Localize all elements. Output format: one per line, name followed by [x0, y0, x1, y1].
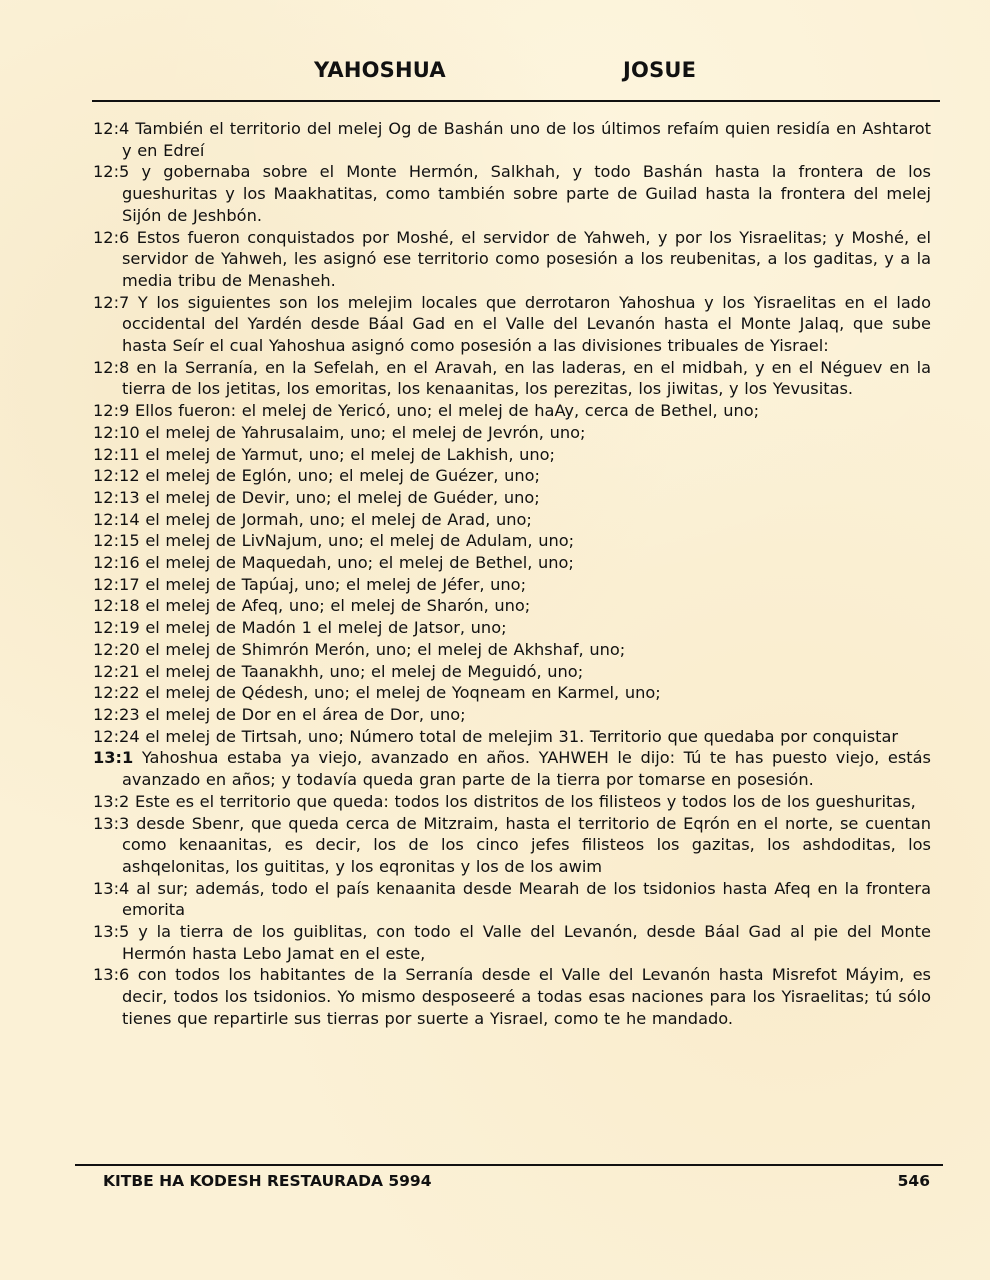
running-head-right: JOSUE: [623, 58, 697, 82]
verse-12-17: [93, 574, 931, 596]
verse-ref: 12:13: [93, 487, 140, 507]
verse-text: el melej de Jormah, uno; el melej de Arad, uno;: [145, 509, 532, 529]
verse-12-4: [93, 118, 931, 161]
verse-12-5: [93, 161, 931, 226]
verse-12-20: [93, 639, 931, 661]
verse-12-13: [93, 487, 931, 509]
footer-rule: [75, 1164, 943, 1166]
verse-text: También el territorio del melej Og de Bashán uno de los últimos refaím quien residía en Ashtarot y en Edreí: [122, 119, 931, 160]
verse-text: el melej de LivNajum, uno; el melej de Adulam, uno;: [145, 531, 575, 551]
verse-ref: 12:16: [93, 553, 140, 573]
verse-text: Ellos fueron: el melej de Yericó, uno; el melej de haAy, cerca de Bethel, uno;: [135, 401, 760, 421]
verse-13-3: [93, 813, 931, 878]
verse-12-14: [93, 509, 931, 531]
verse-text: el melej de Dor en el área de Dor, uno;: [145, 704, 466, 724]
verse-ref: 12:4: [93, 119, 130, 138]
verse-text: Estos fueron conquistados por Moshé, el servidor de Yahweh, y por los Yisraelitas; y Moshé, el servidor de Yahweh, les asignó ese territorio como posesión a los reubenitas, a los gaditas, y a la media tribu de Menasheh.: [122, 227, 931, 290]
verse-ref: 12:7: [93, 292, 130, 312]
verse-12-7: [93, 292, 931, 357]
verse-ref: 12:9: [93, 401, 130, 421]
verse-12-12: [93, 465, 931, 487]
verse-12-24: [93, 726, 931, 748]
verse-ref: 13:5: [93, 922, 130, 942]
page-header: [92, 58, 940, 92]
verse-ref: 12:17: [93, 574, 140, 594]
chapter-start-ref: 13:1: [93, 748, 134, 768]
verse-text: Yahoshua estaba ya viejo, avanzado en años. YAHWEH le dijo: Tú te has puesto viejo, estás avanzado en años; y todavía queda gran parte de la tierra por tomarse en posesión.: [122, 748, 931, 790]
verse-12-8: [93, 357, 931, 400]
verse-12-22: [93, 682, 931, 704]
verse-ref: 12:18: [93, 596, 140, 616]
verse-12-16: [93, 552, 931, 574]
verse-text: el melej de Yahrusalaim, uno; el melej de Jevrón, uno;: [145, 422, 586, 442]
verse-text: el melej de Devir, uno; el melej de Guéder, uno;: [145, 487, 540, 507]
verse-ref: 12:6: [93, 227, 130, 247]
verse-text: el melej de Shimrón Merón, uno; el melej de Akhshaf, uno;: [145, 639, 626, 659]
verse-12-15: [93, 530, 931, 552]
verse-ref: 12:8: [93, 357, 130, 377]
verse-text: el melej de Yarmut, uno; el melej de Lakhish, uno;: [145, 444, 555, 464]
verse-text: y gobernaba sobre el Monte Hermón, Salkhah, y todo Bashán hasta la frontera de los gueshuritas y los Maakhatitas, como también sobre parte de Guilad hasta la frontera del melej Sijón de Jeshbón.: [122, 162, 931, 225]
verse-ref: 13:2: [93, 791, 130, 811]
verse-ref: 12:12: [93, 466, 140, 486]
verse-12-11: [93, 444, 931, 466]
verse-ref: 12:21: [93, 661, 140, 681]
header-rule: [92, 100, 940, 102]
verse-ref: 13:3: [93, 813, 130, 833]
verse-ref: 12:15: [93, 531, 140, 551]
verse-ref: 12:22: [93, 683, 140, 703]
verse-13-1: [93, 747, 931, 790]
verse-ref: 13:6: [93, 965, 130, 985]
verse-ref: 12:19: [93, 618, 140, 638]
verse-text: el melej de Eglón, uno; el melej de Guézer, uno;: [145, 466, 540, 486]
verse-12-18: [93, 595, 931, 617]
running-head-left: YAHOSHUA: [314, 58, 446, 82]
verse-text: el melej de Tirtsah, uno; Número total de melejim 31. Territorio que quedaba por conquistar: [145, 726, 899, 746]
verse-13-6: [93, 964, 931, 1029]
verse-text: el melej de Maquedah, uno; el melej de Bethel, uno;: [145, 553, 574, 573]
verse-text: el melej de Tapúaj, uno; el melej de Jéfer, uno;: [145, 574, 527, 594]
verse-12-9: [93, 400, 931, 422]
verse-text: con todos los habitantes de la Serranía desde el Valle del Levanón hasta Misrefot Máyim, es decir, todos los tsidonios. Yo mismo desposeeré a todas esas naciones para los Yisraelitas; tú sólo tienes que repartirle sus tierras por suerte a Yisrael, como te he mandado.: [122, 965, 931, 1028]
verse-text: Este es el territorio que queda: todos los distritos de los filisteos y todos los de los gueshuritas,: [135, 791, 916, 811]
verse-13-4: [93, 878, 931, 921]
page-number: 546: [897, 1172, 930, 1190]
verse-text: en la Serranía, en la Sefelah, en el Aravah, en las laderas, en el midbah, y en el Néguev en la tierra de los jetitas, los emoritas, los kenaanitas, los perezitas, los jiwitas, y los Yevusitas.: [122, 357, 931, 399]
verse-12-6: [93, 227, 931, 292]
verse-12-19: [93, 617, 931, 639]
verse-text: y la tierra de los guiblitas, con todo el Valle del Levanón, desde Báal Gad al pie del Monte Hermón hasta Lebo Jamat en el este,: [122, 922, 931, 963]
footer-book-title: KITBE HA KODESH RESTAURADA 5994: [103, 1172, 432, 1190]
verse-list: [93, 118, 931, 1030]
verse-13-2: [93, 791, 931, 813]
verse-ref: 12:11: [93, 444, 140, 464]
verse-ref: 12:20: [93, 639, 140, 659]
verse-text: el melej de Madón 1 el melej de Jatsor, uno;: [145, 618, 507, 638]
verse-ref: 12:24: [93, 726, 140, 746]
verse-text: el melej de Afeq, uno; el melej de Sharón, uno;: [145, 596, 531, 616]
verse-ref: 13:4: [93, 878, 130, 898]
verse-ref: 12:5: [93, 162, 130, 182]
verse-text: Y los siguientes son los melejim locales que derrotaron Yahoshua y los Yisraelitas en el lado occidental del Yardén desde Báal Gad en el Valle del Levanón hasta el Monte Jalaq, que sube hasta Seír el cual Yahoshua asignó como posesión a las divisiones tribuales de Yisrael:: [122, 292, 931, 356]
verse-text: al sur; además, todo el país kenaanita desde Mearah de los tsidonios hasta Afeq en la frontera emorita: [122, 878, 931, 920]
verse-ref: 12:14: [93, 509, 140, 529]
verse-text: desde Sbenr, que queda cerca de Mitzraim, hasta el territorio de Eqrón en el norte, se cuentan como kenaanitas, es decir, los de los cinco jefes filisteos los gazitas, los ashdoditas, los ashqelonitas, los guititas, y los eqronitas y los de los awim: [122, 813, 931, 876]
verse-12-10: [93, 422, 931, 444]
verse-ref: 12:10: [93, 422, 140, 442]
verse-12-21: [93, 661, 931, 683]
verse-12-23: [93, 704, 931, 726]
verse-13-5: [93, 921, 931, 964]
verse-ref: 12:23: [93, 704, 140, 724]
verse-text: el melej de Qédesh, uno; el melej de Yoqneam en Karmel, uno;: [145, 683, 661, 703]
verse-text: el melej de Taanakhh, uno; el melej de Meguidó, uno;: [145, 661, 584, 681]
